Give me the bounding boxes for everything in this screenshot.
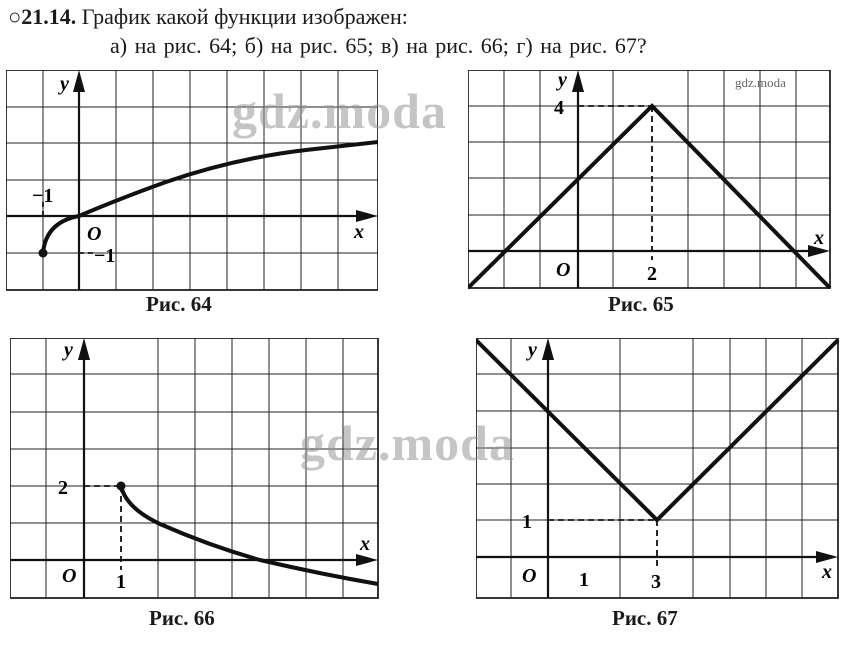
problem-options: а) на рис. 64; б) на рис. 65; в) на рис. 66; г) на рис. 67? (110, 33, 647, 58)
tick-y-label: 2 (58, 477, 68, 499)
caption-fig-66: Рис. 66 (149, 606, 215, 630)
problem-header (8, 4, 408, 30)
tick-x-label: 2 (647, 263, 657, 285)
origin-label: O (522, 565, 537, 587)
x-axis-label: x (360, 533, 370, 555)
caption-fig-65: Рис. 65 (608, 292, 674, 316)
figure-67 (476, 338, 840, 600)
tick-y-label: −1 (94, 245, 116, 267)
watermark-top: gdz.moda (232, 83, 447, 139)
y-axis-label: y (528, 339, 537, 361)
figure-65 (468, 70, 832, 292)
origin-label: O (87, 223, 102, 245)
tick-x-label-3: 3 (651, 571, 661, 593)
tick-x-label: −1 (32, 185, 54, 207)
watermark-middle: gdz.moda (300, 415, 515, 471)
y-axis-label: y (558, 70, 567, 91)
problem-number: ○21.14. (8, 4, 77, 29)
start-point (39, 249, 48, 258)
tick-y-label: 4 (554, 97, 564, 119)
y-axis-label: y (64, 339, 73, 361)
tick-x-label-1: 1 (579, 569, 589, 591)
origin-label: O (62, 565, 77, 587)
problem-question: График какой функции изображен: (81, 4, 408, 29)
x-axis-label: x (354, 221, 364, 243)
x-axis-label: x (822, 561, 832, 583)
x-axis-label: x (814, 227, 824, 249)
caption-fig-67: Рис. 67 (612, 606, 678, 630)
tick-y-label: 1 (522, 511, 532, 533)
origin-label: O (556, 259, 571, 281)
y-axis-label: y (60, 73, 69, 95)
caption-fig-64: Рис. 64 (146, 292, 212, 316)
tick-x-label: 1 (116, 571, 126, 593)
start-point (117, 482, 126, 491)
watermark-small: gdz.moda (735, 75, 786, 90)
